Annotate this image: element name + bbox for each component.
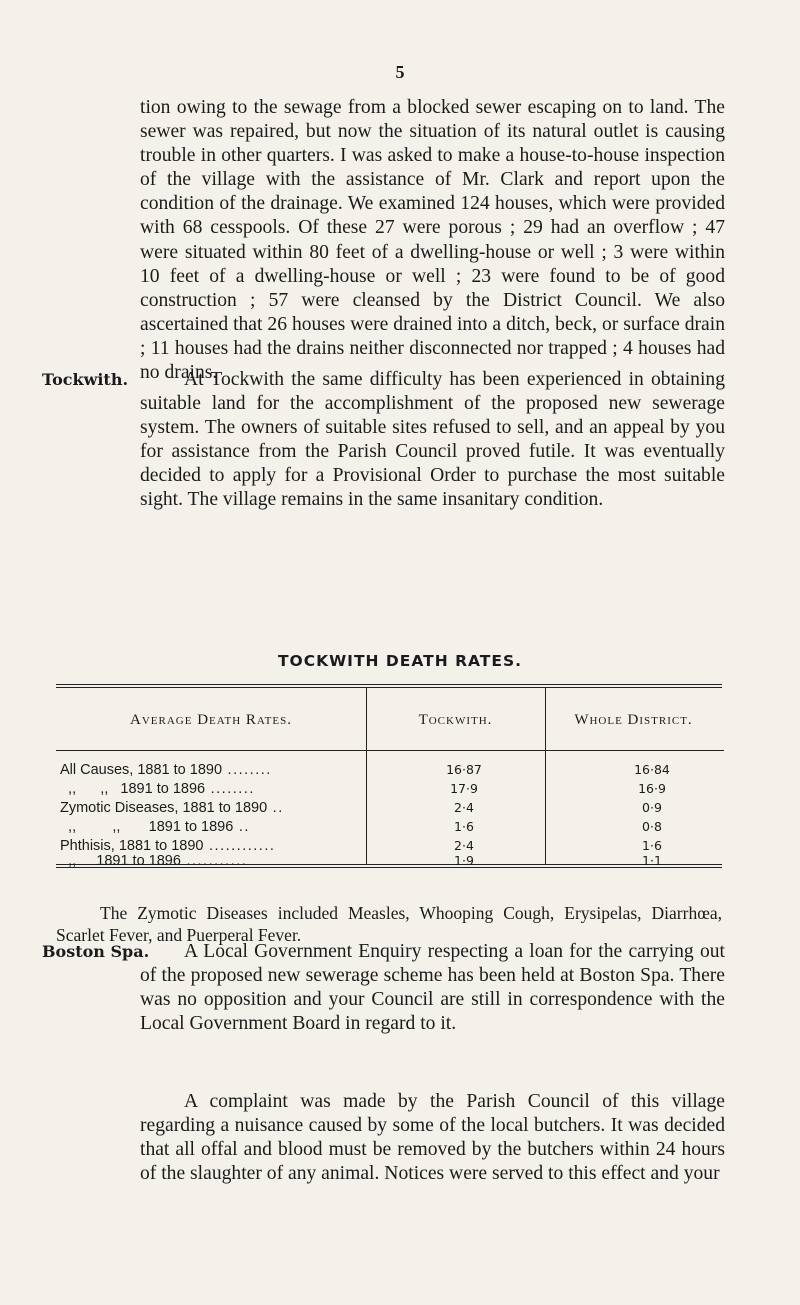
district-value: 0·9 bbox=[642, 800, 662, 815]
row-label: All Causes, 1881 to 1890 ........ bbox=[60, 762, 272, 778]
row-label: Zymotic Diseases, 1881 to 1890 .. bbox=[60, 800, 284, 816]
death-rates-table bbox=[56, 684, 722, 868]
tockwith-value: 2·4 bbox=[454, 838, 474, 853]
tockwith-value: 16·87 bbox=[446, 762, 482, 777]
district-value: 16·84 bbox=[634, 762, 670, 777]
margin-label-boston-spa: Boston Spa. bbox=[42, 942, 150, 961]
tockwith-value: 17·9 bbox=[450, 781, 478, 796]
table-title: TOCKWITH DEATH RATES. bbox=[277, 652, 523, 670]
table-footnote: The Zymotic Diseases included Measles, Whooping Cough, Erysipelas, Diarrhœa, Scarlet Fever, and Puerperal Fever. bbox=[56, 902, 722, 945]
row-label: Phthisis, 1881 to 1890 ............ bbox=[60, 838, 276, 854]
tockwith-value: 2·4 bbox=[454, 800, 474, 815]
district-value: 1·1 bbox=[642, 853, 662, 868]
paragraph-tockwith: At Tockwith the same difficulty has been experienced in obtaining suitable land for the accomplishment of the proposed new sewerage system. The owners of suitable sites refused to sell, and an appeal by you for assistance from the Parish Council proved futile. It was eventually decided to apply for a Provisional Order to purchase the most suitable sight. The village remains in the same insanitary condition. bbox=[140, 369, 725, 511]
paragraph-drainage-inspection: tion owing to the sewage from a blocked sewer escaping on to land. The sewer was repaired, but now the situation of its natural outlet is causing trouble in other quarters. I was asked to make a house-to-house inspection of the village with the assistance of Mr. Clark and report upon the condition of the drainage. We examined 124 houses, which were provided with 68 cesspools. Of these 27 were porous ; 29 had an overflow ; 47 were situated within 80 feet of a dwelling-house or well ; 3 were within 10 feet of a dwelling-house or well ; 23 were found to be of good construction ; 57 were cleansed by the District Council. We also ascertained that 26 houses were drained into a ditch, beck, or surface drain ; 11 houses had the drains neither disconnected nor trapped ; 4 houses had no drains. bbox=[140, 97, 725, 384]
paragraph-boston-spa-enquiry: A Local Government Enquiry respecting a loan for the carrying out of the proposed new sewerage scheme has been held at Boston Spa. There was no opposition and your Council are still in correspondence with the Local Government Board in regard to it. bbox=[140, 941, 725, 1035]
tockwith-value: 1·6 bbox=[454, 819, 474, 834]
row-label: ,, 1891 to 1896 ........... bbox=[60, 853, 248, 869]
margin-label-tockwith: Tockwith. bbox=[42, 370, 129, 389]
table-row bbox=[56, 800, 722, 820]
row-label: ,, ,, 1891 to 1896 ........ bbox=[60, 781, 255, 797]
table-row bbox=[56, 781, 722, 801]
page-number: 5 bbox=[395, 62, 405, 82]
district-value: 1·6 bbox=[642, 838, 662, 853]
district-value: 16·9 bbox=[638, 781, 666, 796]
paragraph-butchers-complaint: A complaint was made by the Parish Council of this village regarding a nuisance caused by some of the local butchers. It was decided that all offal and blood must be removed by the butchers within 24 hours of the slaughter of any animal. Notices were served to this effect and your bbox=[140, 1091, 725, 1185]
table-row bbox=[56, 762, 722, 782]
table-row bbox=[56, 819, 722, 839]
column-header-whole-district: Whole District. bbox=[574, 712, 693, 728]
tockwith-value: 1·9 bbox=[454, 853, 474, 868]
row-label: ,, ,, 1891 to 1896 .. bbox=[60, 819, 250, 835]
column-header-tockwith: Tockwith. bbox=[418, 712, 493, 728]
table-row bbox=[56, 853, 722, 873]
column-header-average: Average Death Rates. bbox=[130, 712, 292, 728]
district-value: 0·8 bbox=[642, 819, 662, 834]
header-rule bbox=[56, 750, 724, 751]
